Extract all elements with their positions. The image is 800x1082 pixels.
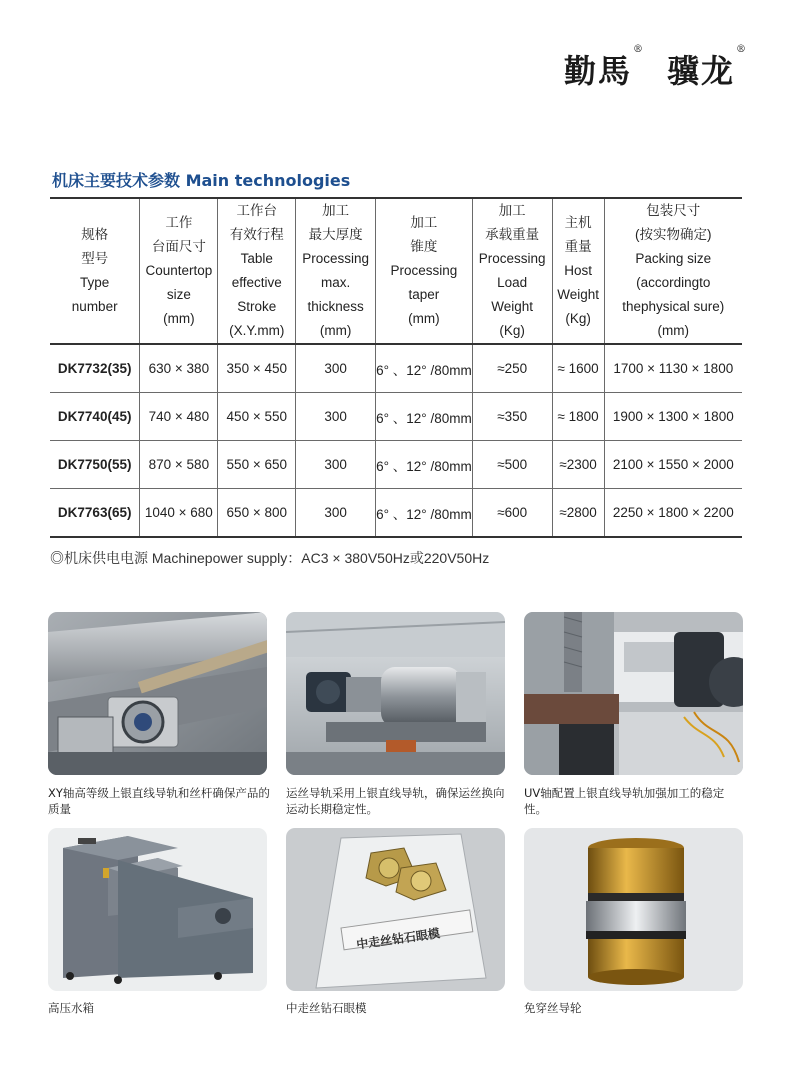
table-cell: 2100 × 1550 × 2000 <box>604 441 742 489</box>
caption-guide-wheel: 免穿丝导轮 <box>524 1001 582 1015</box>
power-supply-note: ◎机床供电电源 Machinepower supply：AC3 × 380V50Hz或220V50Hz <box>50 550 490 566</box>
table-cell: ≈2800 <box>552 489 604 538</box>
table-cell: 550 × 650 <box>218 441 296 489</box>
table-cell: 2250 × 1800 × 2200 <box>604 489 742 538</box>
model-cell: DK7732(35) <box>50 344 140 393</box>
table-cell: 350 × 450 <box>218 344 296 393</box>
model-cell: DK7740(45) <box>50 393 140 441</box>
table-header-row <box>50 198 742 344</box>
header-packing-size: 包装尺寸 (按实物确定) Packing size (accordingto thephysical sure) (mm) <box>604 198 742 344</box>
table-cell: ≈ 1600 <box>552 344 604 393</box>
photo-wire-transport-rail <box>286 612 505 775</box>
table-cell: ≈500 <box>472 441 552 489</box>
table-cell: 1900 × 1300 × 1800 <box>604 393 742 441</box>
table-cell: ≈ 1800 <box>552 393 604 441</box>
table-cell: 450 × 550 <box>218 393 296 441</box>
logo-right-text: 骥龙 <box>666 52 735 90</box>
model-cell: DK7750(55) <box>50 441 140 489</box>
logo-left-text: 勤馬 <box>563 52 632 90</box>
table-row <box>50 441 742 489</box>
photo-guide-wheel <box>524 828 743 991</box>
logo-right-reg: ® <box>736 44 748 55</box>
photo-high-pressure-water-tank <box>48 828 267 991</box>
table-cell: 300 <box>296 441 376 489</box>
table-cell: ≈350 <box>472 393 552 441</box>
table-cell: 740 × 480 <box>140 393 218 441</box>
table-cell: 6° 、12° /80mm <box>376 441 473 489</box>
table-cell: 6° 、12° /80mm <box>376 344 473 393</box>
header-host-weight: 主机 重量 Host Weight (Kg) <box>552 198 604 344</box>
table-cell: 300 <box>296 344 376 393</box>
table-cell: ≈2300 <box>552 441 604 489</box>
caption-diamond-guide: 中走丝钻石眼模 <box>286 1001 367 1015</box>
caption-water-tank: 高压水箱 <box>48 1001 94 1015</box>
table-cell: 300 <box>296 393 376 441</box>
table-cell: 300 <box>296 489 376 538</box>
logo-left-reg: ® <box>632 44 645 55</box>
header-countertop-size: 工作 台面尺寸 Countertop size (mm) <box>140 198 218 344</box>
model-cell: DK7763(65) <box>50 489 140 538</box>
caption-wire-rail: 运丝导轨采用上银直线导轨，确保运丝换向运动长期稳定性。 <box>286 786 505 816</box>
table-cell: 630 × 380 <box>140 344 218 393</box>
header-table-stroke: 工作台 有效行程 Table effective Stroke (X.Y.mm) <box>218 198 296 344</box>
table-cell: ≈600 <box>472 489 552 538</box>
table-row <box>50 489 742 538</box>
caption-xy-axis: XY轴高等级上银直线导轨和丝杆确保产品的质量 <box>48 786 270 816</box>
photo-diamond-wire-guide <box>286 828 505 991</box>
spec-table <box>50 197 742 538</box>
header-type-number: 规格 型号 Type number <box>50 198 140 344</box>
header-max-thickness: 加工 最大厚度 Processing max. thickness (mm) <box>296 198 376 344</box>
table-cell: 1040 × 680 <box>140 489 218 538</box>
table-cell: 1700 × 1130 × 1800 <box>604 344 742 393</box>
photo-xy-axis-guide-rail <box>48 612 267 775</box>
photo-embedded-label: 中走丝钻石眼模 <box>355 926 441 952</box>
section-title: 机床主要技术参数 Main technologies <box>52 171 351 190</box>
table-cell: ≈250 <box>472 344 552 393</box>
table-row <box>50 344 742 393</box>
table-cell: 870 × 580 <box>140 441 218 489</box>
header-load-weight: 加工 承载重量 Processing Load Weight (Kg) <box>472 198 552 344</box>
table-row <box>50 393 742 441</box>
table-cell: 650 × 800 <box>218 489 296 538</box>
table-cell: 6° 、12° /80mm <box>376 393 473 441</box>
photo-uv-axis <box>524 612 743 775</box>
header-taper: 加工 锥度 Processing taper (mm) <box>376 198 473 344</box>
brand-logo <box>564 46 748 92</box>
table-cell: 6° 、12° /80mm <box>376 489 473 538</box>
caption-uv-axis: UV轴配置上银直线导轨加强加工的稳定性。 <box>524 786 725 816</box>
